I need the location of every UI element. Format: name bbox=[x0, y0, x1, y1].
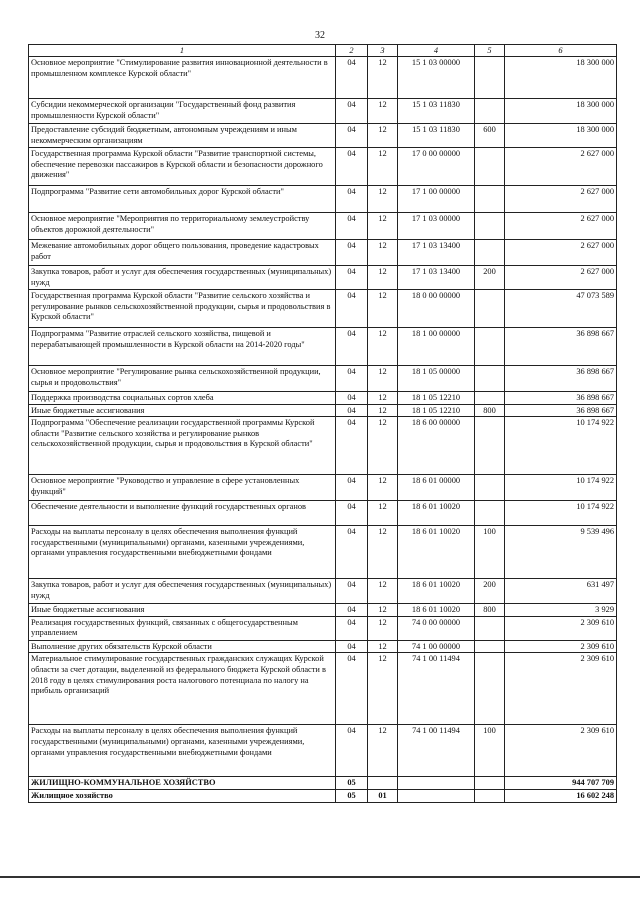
amount: 9 539 496 bbox=[505, 526, 617, 579]
subsection-code: 12 bbox=[368, 186, 398, 213]
amount: 944 707 709 bbox=[505, 777, 617, 790]
expense-type-code bbox=[475, 417, 505, 475]
subsection-code: 12 bbox=[368, 653, 398, 725]
row-name: ЖИЛИЩНО-КОММУНАЛЬНОЕ ХОЗЯЙСТВО bbox=[29, 777, 336, 790]
section-code: 04 bbox=[336, 404, 368, 417]
table-row bbox=[29, 290, 617, 328]
table-row bbox=[29, 725, 617, 777]
table-row bbox=[29, 186, 617, 213]
subsection-code: 12 bbox=[368, 124, 398, 148]
expense-type-code bbox=[475, 290, 505, 328]
section-code: 04 bbox=[336, 501, 368, 526]
expense-type-code bbox=[475, 99, 505, 124]
section-code: 04 bbox=[336, 266, 368, 290]
target-article-code: 18 1 05 12210 bbox=[398, 392, 475, 405]
subsection-code: 12 bbox=[368, 501, 398, 526]
amount: 2 309 610 bbox=[505, 653, 617, 725]
table-row bbox=[29, 366, 617, 392]
amount: 3 929 bbox=[505, 604, 617, 617]
expense-type-code bbox=[475, 148, 505, 186]
subsection-code: 12 bbox=[368, 366, 398, 392]
section-code: 04 bbox=[336, 213, 368, 240]
table-row bbox=[29, 604, 617, 617]
row-name: Предоставление субсидий бюджетным, автономным учреждениям и иным некоммерческим организациям bbox=[29, 124, 336, 148]
subsection-code: 12 bbox=[368, 328, 398, 366]
amount: 18 300 000 bbox=[505, 124, 617, 148]
table-header-row bbox=[29, 45, 617, 57]
table-row bbox=[29, 417, 617, 475]
bottom-rule bbox=[0, 876, 640, 878]
table-row bbox=[29, 57, 617, 99]
target-article-code: 17 1 03 13400 bbox=[398, 240, 475, 266]
subsection-code: 12 bbox=[368, 392, 398, 405]
table-row bbox=[29, 328, 617, 366]
section-code: 04 bbox=[336, 124, 368, 148]
target-article-code: 18 1 05 00000 bbox=[398, 366, 475, 392]
amount: 47 073 589 bbox=[505, 290, 617, 328]
section-code: 04 bbox=[336, 290, 368, 328]
subsection-code: 12 bbox=[368, 213, 398, 240]
subsection-code: 01 bbox=[368, 790, 398, 803]
target-article-code: 18 1 00 00000 bbox=[398, 328, 475, 366]
target-article-code: 17 0 00 00000 bbox=[398, 148, 475, 186]
table-row bbox=[29, 240, 617, 266]
row-name: Закупка товаров, работ и услуг для обеспечения государственных (муниципальных) нужд bbox=[29, 579, 336, 604]
subsection-code: 12 bbox=[368, 417, 398, 475]
target-article-code: 18 0 00 00000 bbox=[398, 290, 475, 328]
column-header: 4 bbox=[398, 45, 475, 57]
subsection-code: 12 bbox=[368, 475, 398, 501]
subsection-code: 12 bbox=[368, 240, 398, 266]
section-code: 04 bbox=[336, 579, 368, 604]
subsection-code: 12 bbox=[368, 148, 398, 186]
amount: 2 627 000 bbox=[505, 148, 617, 186]
target-article-code: 74 1 00 00000 bbox=[398, 640, 475, 653]
section-code: 04 bbox=[336, 417, 368, 475]
section-code: 05 bbox=[336, 777, 368, 790]
row-name: Расходы на выплаты персоналу в целях обеспечения выполнения функций государственными (муниципальными) органами, казенными учреждениями, органами управления государственными внебюджетными фондами bbox=[29, 725, 336, 777]
expense-type-code bbox=[475, 57, 505, 99]
expense-type-code bbox=[475, 392, 505, 405]
target-article-code: 15 1 03 00000 bbox=[398, 57, 475, 99]
amount: 2 309 610 bbox=[505, 616, 617, 640]
expense-type-code: 600 bbox=[475, 124, 505, 148]
row-name: Подпрограмма "Развитие сети автомобильных дорог Курской области" bbox=[29, 186, 336, 213]
row-name: Государственная программа Курской области "Развитие сельского хозяйства и регулирование рынков сельскохозяйственной продукции, сырья и продовольствия в Курской области" bbox=[29, 290, 336, 328]
expense-type-code bbox=[475, 640, 505, 653]
amount: 36 898 667 bbox=[505, 392, 617, 405]
amount: 2 627 000 bbox=[505, 186, 617, 213]
section-code: 04 bbox=[336, 186, 368, 213]
section-code: 05 bbox=[336, 790, 368, 803]
section-code: 04 bbox=[336, 99, 368, 124]
target-article-code: 74 1 00 11494 bbox=[398, 653, 475, 725]
row-name: Иные бюджетные ассигнования bbox=[29, 604, 336, 617]
table-row bbox=[29, 124, 617, 148]
expense-type-code: 200 bbox=[475, 266, 505, 290]
table-row bbox=[29, 99, 617, 124]
row-name: Закупка товаров, работ и услуг для обеспечения государственных (муниципальных) нужд bbox=[29, 266, 336, 290]
target-article-code: 18 6 01 10020 bbox=[398, 604, 475, 617]
target-article-code bbox=[398, 790, 475, 803]
column-header: 5 bbox=[475, 45, 505, 57]
table-row bbox=[29, 579, 617, 604]
expense-type-code bbox=[475, 790, 505, 803]
amount: 2 627 000 bbox=[505, 240, 617, 266]
row-name: Основное мероприятие "Руководство и управление в сфере установленных функций" bbox=[29, 475, 336, 501]
amount: 2 309 610 bbox=[505, 640, 617, 653]
subsection-code: 12 bbox=[368, 604, 398, 617]
table-row bbox=[29, 213, 617, 240]
row-name: Расходы на выплаты персоналу в целях обеспечения выполнения функций государственными (муниципальными) органами, казенными учреждениями, органами управления государственными внебюджетными фондами bbox=[29, 526, 336, 579]
table-row bbox=[29, 266, 617, 290]
subsection-code: 12 bbox=[368, 526, 398, 579]
row-name: Иные бюджетные ассигнования bbox=[29, 404, 336, 417]
row-name: Государственная программа Курской области "Развитие транспортной системы, обеспечение перевозки пассажиров в Курской области и безопасности дорожного движения" bbox=[29, 148, 336, 186]
target-article-code: 18 6 01 10020 bbox=[398, 579, 475, 604]
amount: 631 497 bbox=[505, 579, 617, 604]
target-article-code: 17 1 03 13400 bbox=[398, 266, 475, 290]
row-name: Выполнение других обязательств Курской области bbox=[29, 640, 336, 653]
subsection-code: 12 bbox=[368, 725, 398, 777]
table-row bbox=[29, 475, 617, 501]
target-article-code: 15 1 03 11830 bbox=[398, 124, 475, 148]
table-row bbox=[29, 392, 617, 405]
table-row bbox=[29, 526, 617, 579]
target-article-code: 18 6 01 10020 bbox=[398, 526, 475, 579]
row-name: Подпрограмма "Развитие отраслей сельского хозяйства, пищевой и перерабатывающей промышленности в Курской области на 2014-2020 годы" bbox=[29, 328, 336, 366]
column-header: 2 bbox=[336, 45, 368, 57]
table-row bbox=[29, 653, 617, 725]
section-code: 04 bbox=[336, 328, 368, 366]
amount: 2 309 610 bbox=[505, 725, 617, 777]
subsection-code bbox=[368, 777, 398, 790]
budget-table bbox=[28, 44, 617, 803]
table-row bbox=[29, 148, 617, 186]
subsection-code: 12 bbox=[368, 266, 398, 290]
table-row bbox=[29, 790, 617, 803]
section-code: 04 bbox=[336, 366, 368, 392]
section-code: 04 bbox=[336, 526, 368, 579]
expense-type-code bbox=[475, 653, 505, 725]
subsection-code: 12 bbox=[368, 616, 398, 640]
row-name: Жилищное хозяйство bbox=[29, 790, 336, 803]
row-name: Основное мероприятие "Стимулирование развития инновационной деятельности в промышленном комплексе Курской области" bbox=[29, 57, 336, 99]
row-name: Обеспечение деятельности и выполнение функций государственных органов bbox=[29, 501, 336, 526]
amount: 18 300 000 bbox=[505, 99, 617, 124]
amount: 2 627 000 bbox=[505, 213, 617, 240]
expense-type-code bbox=[475, 328, 505, 366]
table-row bbox=[29, 404, 617, 417]
section-code: 04 bbox=[336, 653, 368, 725]
expense-type-code: 100 bbox=[475, 526, 505, 579]
row-name: Основное мероприятие "Мероприятия по территориальному землеустройству объектов дорожной деятельности" bbox=[29, 213, 336, 240]
expense-type-code bbox=[475, 777, 505, 790]
target-article-code: 18 6 01 00000 bbox=[398, 475, 475, 501]
table-row bbox=[29, 616, 617, 640]
row-name: Материальное стимулирование государственных гражданских служащих Курской области за счет дотации, выделенной из федерального бюджета Курской области в 2018 году в целях стимулирования роста налогового потенциала по налогу на прибыль организаций bbox=[29, 653, 336, 725]
target-article-code bbox=[398, 777, 475, 790]
page-number: 32 bbox=[315, 30, 325, 41]
section-code: 04 bbox=[336, 616, 368, 640]
target-article-code: 17 1 03 00000 bbox=[398, 213, 475, 240]
target-article-code: 15 1 03 11830 bbox=[398, 99, 475, 124]
section-code: 04 bbox=[336, 392, 368, 405]
amount: 2 627 000 bbox=[505, 266, 617, 290]
target-article-code: 74 1 00 11494 bbox=[398, 725, 475, 777]
expense-type-code bbox=[475, 213, 505, 240]
amount: 36 898 667 bbox=[505, 328, 617, 366]
amount: 10 174 922 bbox=[505, 475, 617, 501]
subsection-code: 12 bbox=[368, 290, 398, 328]
subsection-code: 12 bbox=[368, 640, 398, 653]
subsection-code: 12 bbox=[368, 57, 398, 99]
amount: 36 898 667 bbox=[505, 404, 617, 417]
expense-type-code bbox=[475, 240, 505, 266]
amount: 10 174 922 bbox=[505, 501, 617, 526]
section-code: 04 bbox=[336, 604, 368, 617]
subsection-code: 12 bbox=[368, 99, 398, 124]
table-row bbox=[29, 640, 617, 653]
section-code: 04 bbox=[336, 148, 368, 186]
column-header: 3 bbox=[368, 45, 398, 57]
amount: 36 898 667 bbox=[505, 366, 617, 392]
target-article-code: 18 1 05 12210 bbox=[398, 404, 475, 417]
expense-type-code bbox=[475, 186, 505, 213]
expense-type-code bbox=[475, 616, 505, 640]
table-row bbox=[29, 501, 617, 526]
section-code: 04 bbox=[336, 240, 368, 266]
subsection-code: 12 bbox=[368, 404, 398, 417]
expense-type-code: 200 bbox=[475, 579, 505, 604]
expense-type-code bbox=[475, 366, 505, 392]
expense-type-code bbox=[475, 475, 505, 501]
section-code: 04 bbox=[336, 57, 368, 99]
column-header: 1 bbox=[29, 45, 336, 57]
row-name: Основное мероприятие "Регулирование рынка сельскохозяйственной продукции, сырья и продовольствия" bbox=[29, 366, 336, 392]
target-article-code: 18 6 01 10020 bbox=[398, 501, 475, 526]
amount: 10 174 922 bbox=[505, 417, 617, 475]
target-article-code: 74 0 00 00000 bbox=[398, 616, 475, 640]
target-article-code: 17 1 00 00000 bbox=[398, 186, 475, 213]
row-name: Межевание автомобильных дорог общего пользования, проведение кадастровых работ bbox=[29, 240, 336, 266]
amount: 16 602 248 bbox=[505, 790, 617, 803]
section-code: 04 bbox=[336, 640, 368, 653]
row-name: Субсидии некоммерческой организации "Государственный фонд развития промышленности Курской области" bbox=[29, 99, 336, 124]
section-code: 04 bbox=[336, 725, 368, 777]
expense-type-code: 100 bbox=[475, 725, 505, 777]
column-header: 6 bbox=[505, 45, 617, 57]
amount: 18 300 000 bbox=[505, 57, 617, 99]
row-name: Подпрограмма "Обеспечение реализации государственной программы Курской области "Развитие сельского хозяйства и регулирование рынков сельскохозяйственной продукции, сырья и продовольствия в Курской области" bbox=[29, 417, 336, 475]
row-name: Реализация государственных функций, связанных с общегосударственным управлением bbox=[29, 616, 336, 640]
table-row bbox=[29, 777, 617, 790]
target-article-code: 18 6 00 00000 bbox=[398, 417, 475, 475]
expense-type-code bbox=[475, 501, 505, 526]
expense-type-code: 800 bbox=[475, 604, 505, 617]
section-code: 04 bbox=[336, 475, 368, 501]
row-name: Поддержка производства социальных сортов хлеба bbox=[29, 392, 336, 405]
expense-type-code: 800 bbox=[475, 404, 505, 417]
subsection-code: 12 bbox=[368, 579, 398, 604]
